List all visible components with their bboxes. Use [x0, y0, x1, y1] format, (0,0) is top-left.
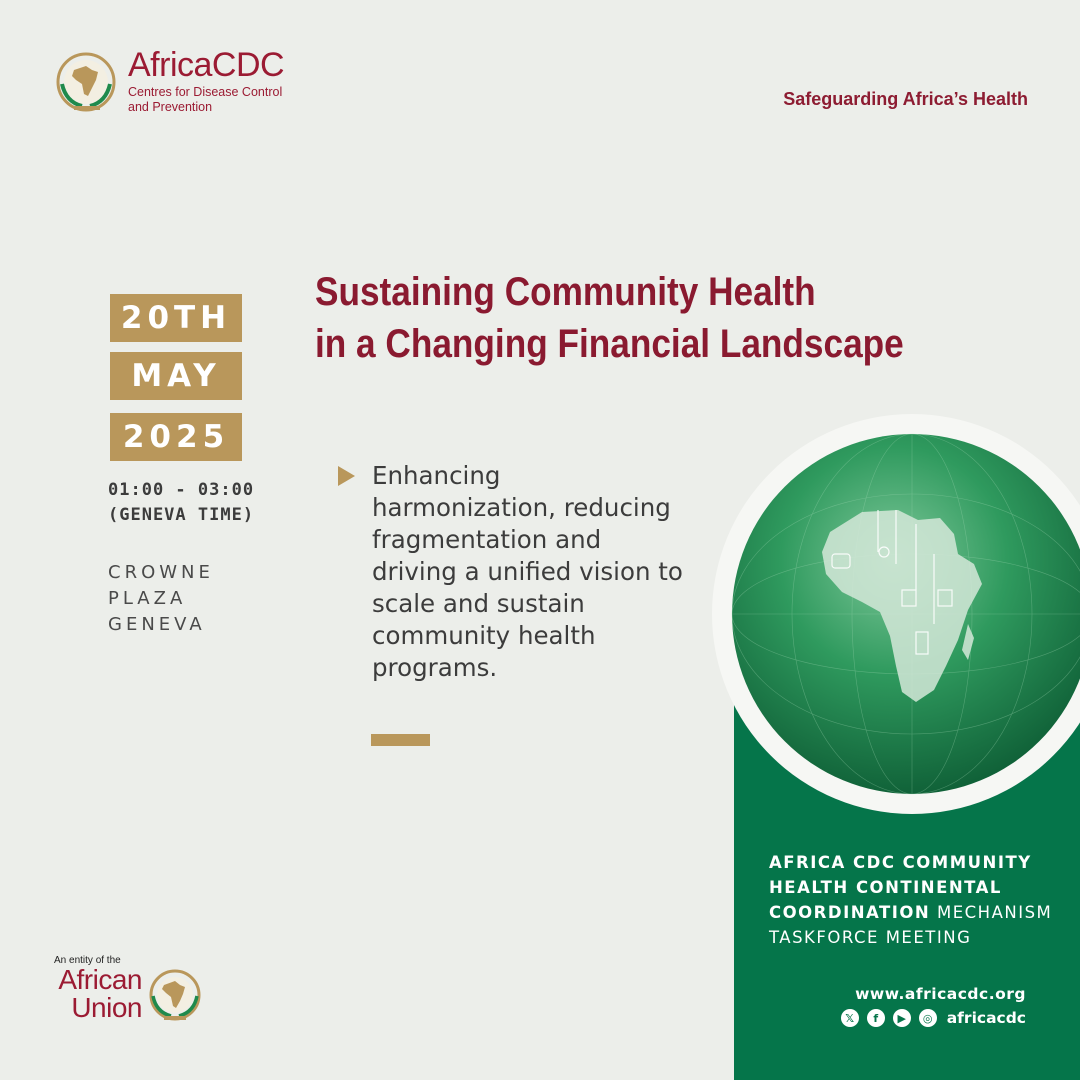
bullet-text: Enhancing harmonization, reducing fragmentation and driving a unified vision to scale and sustain community health programs.: [372, 461, 683, 682]
venue-line2: PLAZA: [108, 588, 187, 609]
panel-heading: [769, 850, 1052, 950]
panel-line1: AFRICA CDC COMMUNITY: [769, 853, 1032, 872]
panel-line3-bold: COORDINATION: [769, 903, 931, 922]
instagram-icon[interactable]: ◎: [919, 1009, 937, 1027]
venue-line3: GENEVA: [108, 614, 206, 635]
african-union-emblem-icon: [146, 968, 204, 1026]
panel-line4: TASKFORCE MEETING: [769, 928, 972, 947]
africa-cdc-logo: [52, 46, 312, 120]
entity-text: An entity of the: [54, 955, 121, 966]
social-handle[interactable]: africacdc: [946, 1009, 1026, 1027]
au-line1: African: [58, 964, 142, 995]
africa-cdc-emblem-icon: [52, 50, 122, 120]
date-month: MAY: [110, 352, 242, 400]
venue: [108, 560, 214, 638]
african-union-name: [52, 966, 142, 1022]
title-line1: Sustaining Community Health: [315, 270, 816, 314]
x-icon[interactable]: 𝕏: [841, 1009, 859, 1027]
event-title: [315, 266, 949, 370]
venue-line1: CROWNE: [108, 562, 214, 583]
facebook-icon[interactable]: f: [867, 1009, 885, 1027]
website-link[interactable]: www.africacdc.org: [855, 985, 1026, 1003]
divider-bar: [371, 734, 430, 746]
brand-name: AfricaCDC: [128, 46, 285, 84]
event-time: [108, 478, 254, 528]
date-year: 2025: [110, 413, 242, 461]
panel-line2: HEALTH CONTINENTAL: [769, 878, 1002, 897]
title-line2: in a Changing Financial Landscape: [315, 322, 904, 366]
time-range: 01:00 - 03:00: [108, 480, 255, 500]
date-day: 20TH: [110, 294, 242, 342]
brand-subtitle-line2: and Prevention: [128, 100, 213, 114]
panel-line3-tail: MECHANISM: [936, 903, 1053, 922]
globe-icon: [712, 414, 1080, 814]
brand-subtitle-line1: Centres for Disease Control: [128, 85, 283, 99]
tagline: Safeguarding Africa’s Health: [783, 89, 1028, 109]
youtube-icon[interactable]: ▶: [893, 1009, 911, 1027]
au-line2: Union: [71, 992, 142, 1023]
bullet-arrow-icon: [338, 466, 355, 486]
social-links: [841, 1009, 1026, 1027]
globe-image: [712, 414, 1080, 814]
time-zone: (GENEVA TIME): [108, 505, 255, 525]
